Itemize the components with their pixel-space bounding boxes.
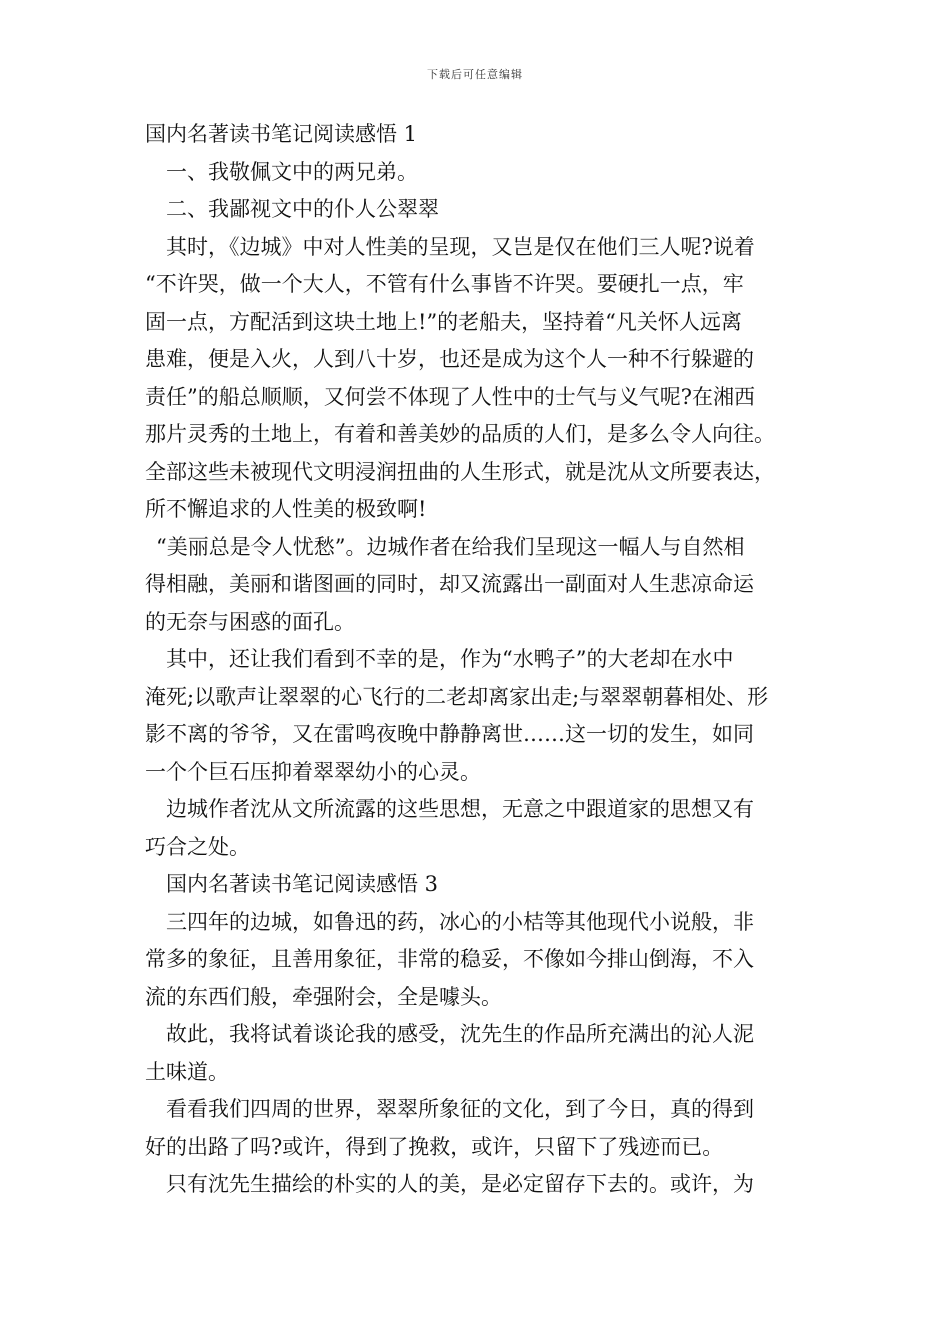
text-line: 好的出路了吗?或许，得到了挽救，或许，只留下了残迹而已。 bbox=[145, 1134, 724, 1159]
text-line: 所不懈追求的人性美的极致啊! bbox=[145, 497, 427, 521]
heading-1: 国内名著读书笔记阅读感悟 1 bbox=[145, 122, 418, 146]
text-line: 三四年的边城，如鲁迅的药，冰心的小桔等其他现代小说般，非 bbox=[166, 909, 754, 934]
text-line: 看看我们四周的世界，翠翠所象征的文化，到了今日，真的得到 bbox=[166, 1097, 754, 1121]
text-line: 一、我敬佩文中的两兄弟。 bbox=[166, 159, 418, 184]
text-line: 影不离的爷爷，又在雷鸣夜晚中静静离世……这一切的发生，如同 bbox=[145, 722, 754, 746]
text-line: 的无奈与困惑的面孔。 bbox=[145, 609, 355, 634]
text-line: 患难，便是入火，人到八十岁，也还是成为这个人一种不行躲避的 bbox=[145, 347, 754, 371]
text-line: 淹死;以歌声让翠翠的心飞行的二老却离家出走;与翠翠朝暮相处、形 bbox=[145, 684, 769, 709]
text-line: 全部这些未被现代文明浸润扭曲的人生形式，就是沈从文所要表达， bbox=[145, 459, 775, 484]
text-line: 得相融，美丽和谐图画的同时，却又流露出一副面对人生悲凉命运 bbox=[145, 572, 754, 596]
text-line: 常多的象征，且善用象征，非常的稳妥，不像如今排山倒海，不入 bbox=[145, 947, 754, 971]
page-header: 下载后可任意编辑 bbox=[427, 68, 523, 81]
text-line: 其时，《边城》中对人性美的呈现，又岂是仅在他们三人呢?说着 bbox=[166, 234, 755, 259]
text-line: 一个个巨石压抑着翠翠幼小的心灵。 bbox=[145, 759, 481, 784]
text-line: 巧合之处。 bbox=[145, 834, 250, 859]
text-line: “美丽总是令人忧愁”。边城作者在给我们呈现这一幅人与自然相 bbox=[156, 534, 745, 559]
text-line: 责任”的船总顺顺，又何尝不体现了人性中的士气与义气呢?在湘西 bbox=[145, 384, 755, 409]
text-line: 那片灵秀的土地上，有着和善美妙的品质的人们，是多么令人向往。 bbox=[145, 422, 775, 446]
text-line: 流的东西们般，牵强附会，全是噱头。 bbox=[145, 984, 502, 1009]
heading-3: 国内名著读书笔记阅读感悟 3 bbox=[166, 872, 439, 896]
text-line: 其中，还让我们看到不幸的是，作为“水鸭子”的大老却在水中 bbox=[166, 647, 734, 671]
text-line: 故此，我将试着谈论我的感受，沈先生的作品所充满出的沁人泥 bbox=[166, 1022, 754, 1046]
text-line: “不许哭，做一个大人，不管有什么事皆不许哭。要硬扎一点，牢 bbox=[145, 272, 744, 296]
document-body bbox=[145, 116, 810, 1204]
text-line: 只有沈先生描绘的朴实的人的美，是必定留存下去的。或许，为 bbox=[166, 1172, 754, 1196]
text-line: 二、我鄙视文中的仆人公翠翠 bbox=[166, 197, 439, 221]
text-line: 土味道。 bbox=[145, 1059, 229, 1084]
text-line: 边城作者沈从文所流露的这些思想，无意之中跟道家的思想又有 bbox=[166, 797, 754, 821]
text-line: 固一点，方配活到这块土地上!”的老船夫，坚持着“凡关怀人远离 bbox=[145, 309, 742, 334]
